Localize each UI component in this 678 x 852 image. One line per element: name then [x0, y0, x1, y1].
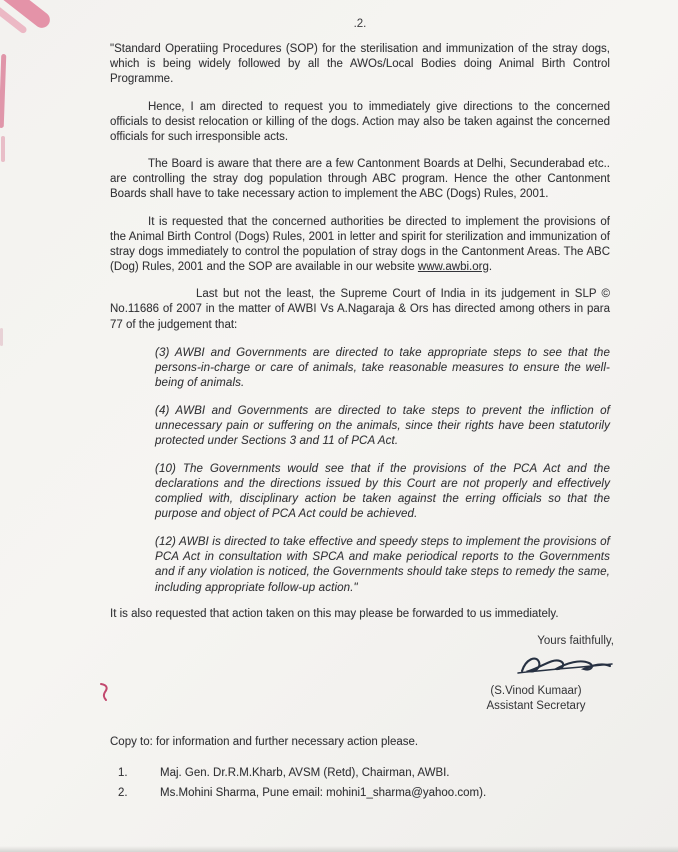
pink-edge-mark	[0, 54, 6, 128]
judgement-quote-10: (10) The Governments would see that if the provisions of the PCA Act and the declarations and the directions issued by this Court are not properly and effectively complied with, disciplinary action be taken against the erring officials so that the purpose and object of PCA Act could be achieved.	[155, 461, 610, 521]
valediction: Yours faithfully,	[537, 635, 614, 648]
signature-block	[456, 634, 616, 714]
list-item-number: 1.	[118, 766, 128, 779]
paragraph-supreme-court: Last but not the least, the Supreme Court of India in its judgement in SLP © No.11686 of 2007 in the matter of AWBI Vs A.Nagaraja & Ors has directed among others in para 77 of the judgement that:	[110, 288, 610, 331]
copy-to-section	[110, 736, 610, 801]
scan-bottom-shadow	[0, 846, 678, 852]
copy-to-list	[110, 766, 610, 801]
pink-ink-smudge-corner-2	[0, 4, 28, 34]
list-item-text: Ms.Mohini Sharma, Pune email: mohini1_sharma@yahoo.com).	[160, 786, 487, 799]
paragraph-directions: Hence, I am directed to request you to immediately give directions to the concerned officials to desist relocation or killing of the dogs. Action may also be taken against the concerned officials for such irresponsible acts.	[110, 100, 610, 143]
handwritten-signature	[456, 651, 616, 683]
list-item	[118, 766, 610, 781]
signatory-title: Assistant Secretary	[486, 699, 586, 712]
pink-edge-mark-3	[0, 328, 3, 346]
pink-ink-smudge-corner	[0, 0, 53, 31]
judgement-quote-3: (3) AWBI and Governments are directed to take appropriate steps to see that the persons-in-charge or care of animals, take reasonable measures to ensure the well-being of animals.	[155, 345, 610, 390]
paragraph-cantonment-boards: The Board is aware that there are a few Cantonment Boards at Delhi, Secunderabad etc.. are controlling the stray dog population through ABC program. Hence the other Cantonment Boards shall have to take necessary action to implement the ABC (Dogs) Rules, 2001.	[110, 158, 610, 201]
paragraph-abc-rules-text: It is requested that the concerned authorities be directed to implement the provisions of the Animal Birth Control (Dogs) Rules, 2001 in letter and spirit for sterilization and immunization of stray dogs immediately to control the population of stray dogs in the Cantonment Areas. The ABC (Dog) Rules, 2001 and the SOP are available in our website	[110, 215, 610, 274]
judgement-quote-12: (12) AWBI is directed to take effective and speedy steps to implement the provisions of PCA Act in consultation with SPCA and make periodical reports to the Governments and if any violation is noticed, the Governments should take steps to remedy the same, including appropriate follow-up action."	[155, 534, 610, 594]
judgement-quote-4: (4) AWBI and Governments are directed to take steps to prevent the infliction of unnecessary pain or suffering on the animals, since their rights have been statutorily protected under Sections 3 and 11 of PCA Act.	[155, 403, 610, 448]
pink-pen-tick	[98, 682, 112, 707]
pink-edge-mark-2	[1, 136, 5, 162]
awbi-website-link[interactable]: www.awbi.org	[417, 261, 489, 274]
copy-to-heading: Copy to: for information and further necessary action please.	[110, 735, 419, 748]
list-item-text: Maj. Gen. Dr.R.M.Kharb, AVSM (Retd), Chairman, AWBI.	[160, 766, 450, 779]
list-item-number: 2.	[118, 786, 128, 799]
paragraph-sop: "Standard Operatiing Procedures (SOP) for the sterilisation and immunization of the stray dogs, which is being widely followed by all the AWOs/Local Bodies doing Animal Birth Control Programme.	[110, 43, 610, 86]
list-item	[118, 786, 610, 801]
signatory-name: (S.Vinod Kumaar)	[490, 685, 582, 698]
paragraph-abc-rules-period: .	[488, 261, 493, 274]
closing-request-line: It is also requested that action taken on this may please be forwarded to us immediately.	[110, 607, 559, 620]
paragraph-abc-rules	[110, 215, 610, 276]
page-number: .2.	[353, 18, 367, 30]
